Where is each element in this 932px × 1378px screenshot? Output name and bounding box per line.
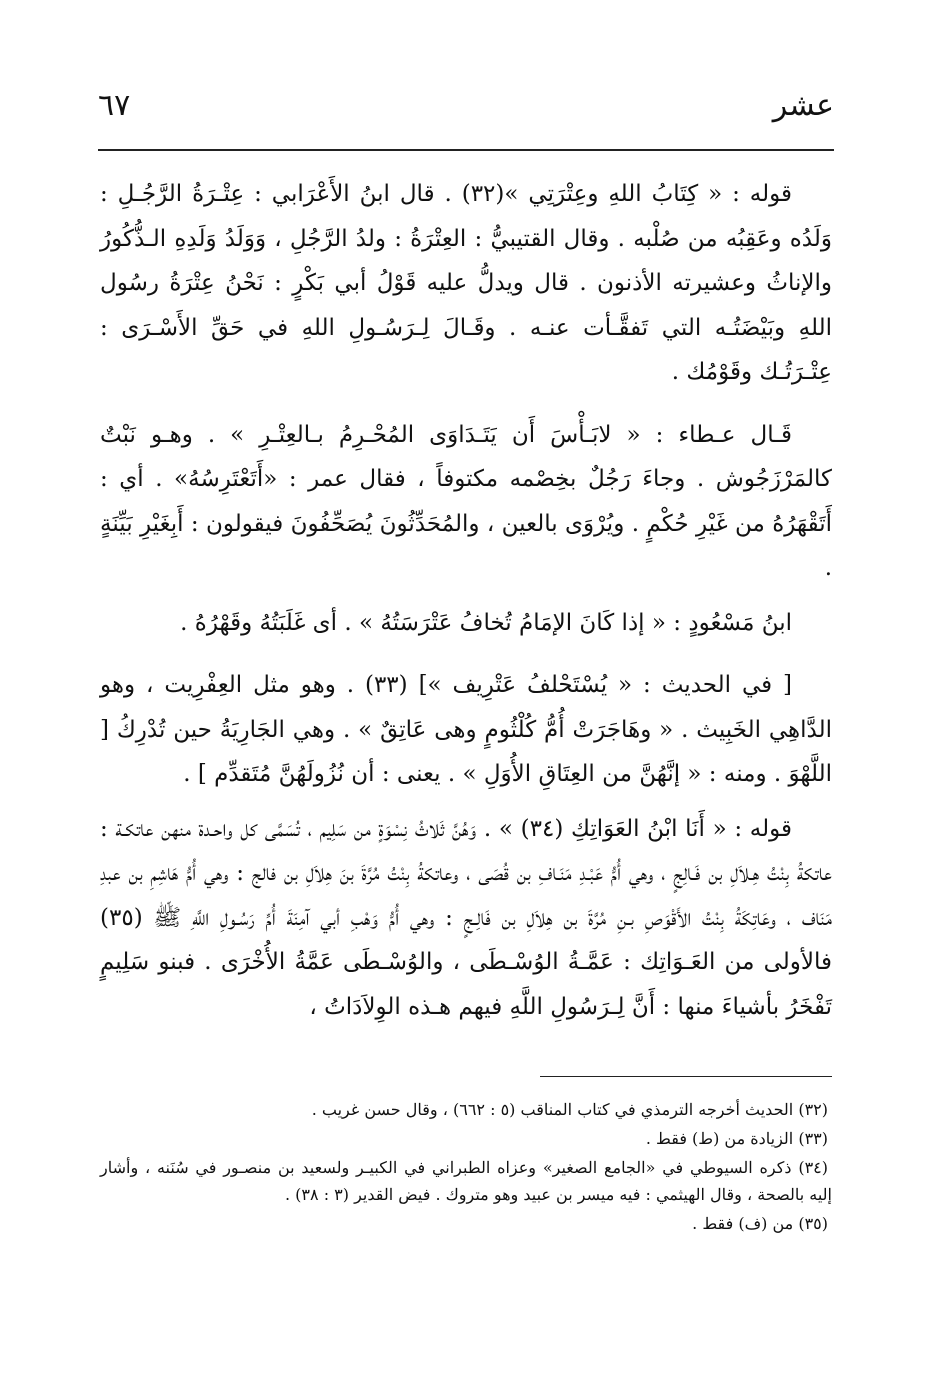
running-header	[98, 88, 834, 144]
page-number: ٦٧	[98, 88, 131, 123]
header-divider	[98, 149, 834, 151]
footnote-32: (٣٢) الحديث أخرجه الترمذي في كتاب المناقب (٥ : ٦٦٢) ، وقال حسن غريب .	[311, 1100, 828, 1119]
footnote-34: (٣٤) ذكره السيوطي في «الجامع الصغير» وعزاه الطبراني في الكبيـر ولسعيد بن منصـور في سُنَنه ، وأشار إليه بالصحة ، وقال الهيثمي : فيه ميسر بن عبيد وهو متروك . فيض القدير (٣ : ٣٨) .	[100, 1158, 832, 1204]
footnote-divider	[540, 1076, 832, 1077]
main-text	[100, 172, 832, 1029]
paragraph-itra: قوله : « كِتَابُ اللهِ وعِتْرَتِي »(٣٢) . قال ابنُ الأَعْرَابي : عِتْـرَةُ الرَّجُـلِ : وَلَدُه وعَقِبُه من صُلْبه . وقال القتيبيُّ : العِتْرَةُ : ولدُ الرَّجُلِ ، وَوَلَدُ وَلَدِهِ الـذُّكُورُ والإناثُ وعشيرته الأذنون . قال ويدلُّ عليه قَوْلُ أبي بَكْرٍ : نَحْنُ عِتْرَةُ رسُول اللهِ وبَيْضَتُـه التي تَفقَّـأت عنـه . وقَـالَ لِـرَسُـولِ اللهِ في حَقِّ الأَسْـرَى : عِتْـرَتُـك وقَوْمُك .	[100, 181, 832, 385]
footnote-35: (٣٥) من (ف) فقط .	[692, 1214, 828, 1233]
paragraph-awatik: قوله : « أَنَا ابْنُ العَوَاتِكِ (٣٤) » . وَهُنَّ ثَلاثُ نِسْوَةٍ من سَلِيم ، تُسَمَّى كل واحـدة منهن عاتكـة : عاتكةُ بِنْتُ هِـلاَلِ بن فَـالِجٍ ، وهي أُمُّ عَبْـدِ مَنَـافِ بن قُصَى ، وعاتكةُ بِنْتُ مُرَّةَ بنَ هِلاَلِ بن فالج : وهي أُمُّ هَاشِمِ بن عبدِ مَنَاف ، وعَاتِكَةُ بِنْتُ الأَقْوَصِ بـنِ مُرَّةَ بن هِلاَلِ بن فَالِـجٍ : وهي أُمُّ وَهْبِ أبي آمِنَةَ أُمِّ رَسُـولِ اللَّهِ ﷺ (٣٥) فالأولى من العَـوَاتِك : عَمَّـةُ الوُسْـطَى ، والوُسْـطَى عَمَّةُ الأُخْرَى . فبنو سَلِيمٍ تَفْخَرُ بأشياءَ منها : أَنَّ لِـرَسُولِ اللَّهِ فيهم هـذه الوِلاَدَاتُ ،	[100, 815, 832, 1020]
chapter-title: عشر	[772, 88, 834, 123]
paragraph-ibn-masud: ابنُ مَسْعُودٍ : « إذا كَانَ الإمَامُ تُخافُ عَتْرَسَتُهُ » . أى غَلَبَتُهُ وقَهْرُهُ .	[180, 609, 792, 636]
paragraph-ata: قَـال عـطاء : « لابَـأْسَ أَن يَتَـدَاوَى المُحْـرِمُ بـالعِتْـرِ » . وهـو نَبْتٌ كالمَرْزَجُوش . وجاءَ رَجُلٌ بخِصْمه مكتوفاً ، فقال عمر : «أَتَعْتَرِسُهُ» . أي : أَتَقْهَرُهُ من غَيْرِ حُكْمٍ . ويُرْوَى بالعين ، والمُحَدِّثُونَ يُصَحِّفُونَ فيقولون : أَبِغَيْرِ بَيِّنَةٍ .	[100, 421, 832, 581]
footnote-33: (٣٣) الزيادة من (ط) فقط .	[645, 1129, 828, 1148]
paragraph-hadith-atrif: [ في الحديث : « يُسْتَحْلفُ عَتْرِيف »] (٣٣) . وهو مثل العِفْرِيت ، وهو الدَّاهِي الخَبِيث . « وهَاجَرَتْ أُمُّ كُلْثُومٍ وهى عَاتِقٌ » . وهي الجَارِيَةُ حين تُدْرِكُ [ اللَّهْوَ . ومنه : « إنَّهُنَّ من العِتَاقِ الأُوَلِ » . يعنى : أن نُزُولَهُنَّ مُتَقدِّم ] .	[100, 672, 832, 787]
footnotes	[100, 1096, 832, 1239]
